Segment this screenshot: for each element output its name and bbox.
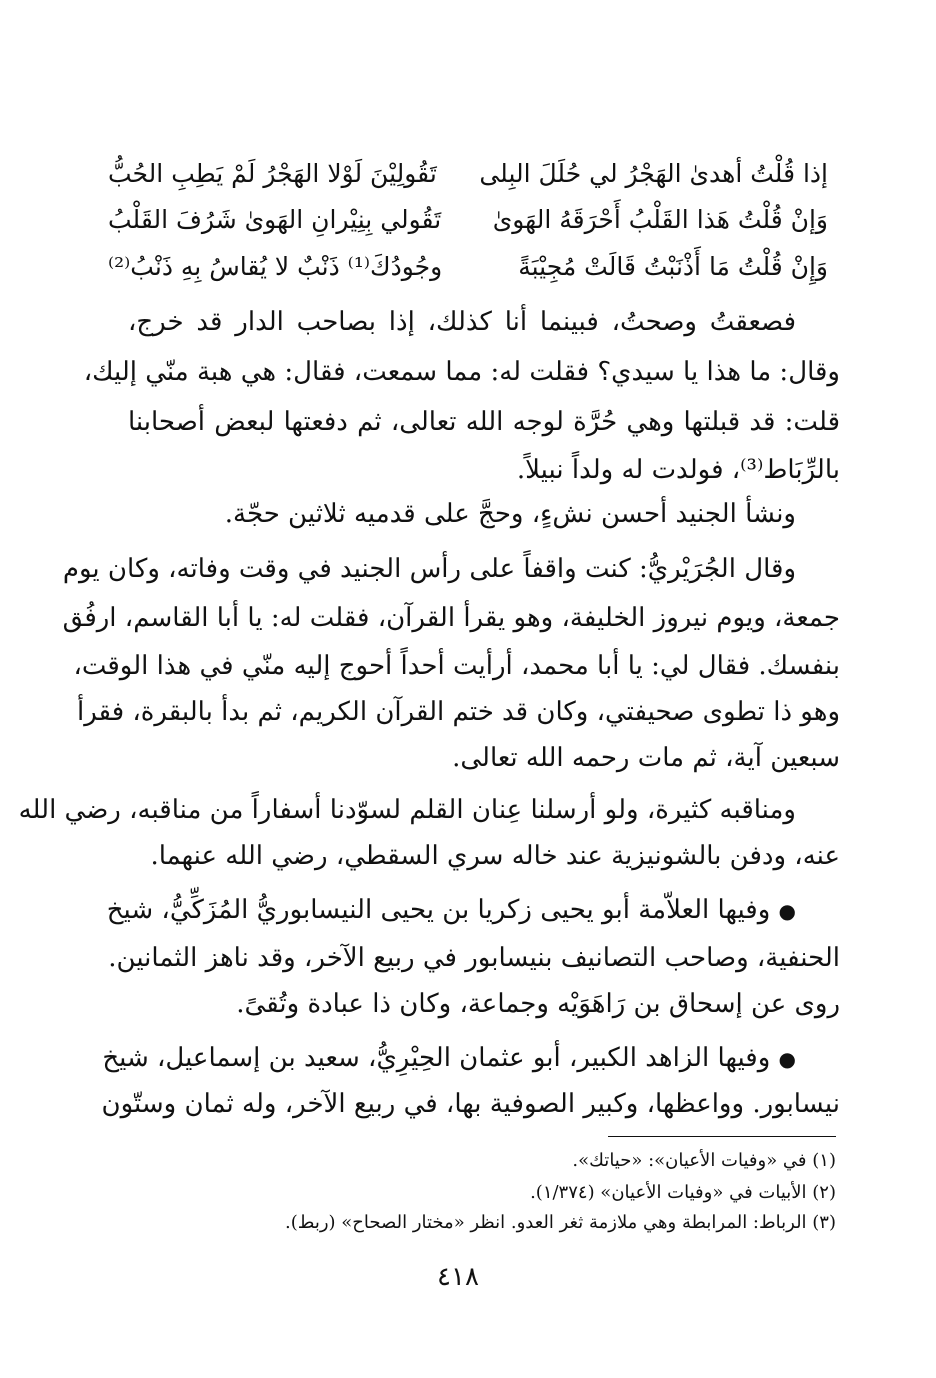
bullet-icon: ● — [778, 899, 796, 923]
body-line: ونشأ الجنيد أحسن نشءٍ، وحجَّ على قدميه ثلاثين حجّة. — [224, 499, 796, 529]
page-number: ٤١٨ — [437, 1262, 479, 1292]
body-line: قلت: قد قبلتها وهي حُرَّة لوجه الله تعالى، ثم دفعتها لبعض أصحابنا — [128, 407, 840, 437]
verse-first-hemistich: إذا قُلْتُ أهدىٰ الهَجْرُ لي حُلَلَ البِلى — [479, 159, 828, 188]
body-line: بنفسك. فقال لي: يا أبا محمد، أرأيت أحداً أحوج إليه منّي في هذا الوقت، — [73, 651, 840, 681]
body-line: وقال الجُرَيْريُّ: كنت واقفاً على رأس الجنيد في وقت وفاته، وكان يوم — [62, 554, 796, 584]
body-line: جمعة، ويوم نيروز الخليفة، وهو يقرأ القرآن، فقلت له: يا أبا القاسم، ارفُق — [62, 603, 840, 633]
footnote-3: (٣) الرباط: المرابطة وهي ملازمة ثغر العدو. انظر «مختار الصحاح» (ربط). — [285, 1212, 836, 1233]
body-line: روى عن إسحاق بن رَاهَوَيْه وجماعة، وكان ذا عبادة وتُقىً. — [236, 989, 840, 1019]
body-line: نيسابور. وواعظها، وكبير الصوفية بها، في ربيع الآخر، وله ثمان وستّون — [101, 1089, 840, 1119]
verse-second-hemistich: تَقُولي بِنِيْرانِ الهَوىٰ شَرُفَ القَلْبُ — [108, 205, 442, 234]
body-line: وهو ذا تطوى صحيفتي، وكان قد ختم القرآن الكريم، ثم بدأ بالبقرة، فقرأ — [76, 697, 840, 727]
body-line — [106, 884, 796, 937]
body-line: بالرِّبَاط⁽³⁾، فولدت له ولداً نبيلاً. — [516, 455, 840, 485]
verse-second-hemistich: وجُودُكَ⁽¹⁾ ذَنْبٌ لا يُقاسُ بِهِ ذَنْبُ⁽²⁾ — [108, 252, 443, 281]
poem-verse — [108, 196, 828, 244]
body-line-text: وفيها الزاهد الكبير، أبو عثمان الحِيْرِيُّ، سعيد بن إسماعيل، شيخ — [102, 1043, 771, 1073]
body-line: سبعين آية، ثم مات رحمه الله تعالى. — [452, 743, 840, 773]
footnote-1: (١) في «وفيات الأعيان»: «حياتك». — [572, 1150, 836, 1171]
body-line: الحنفية، وصاحب التصانيف بنيسابور في ربيع الآخر، وقد ناهز الثمانين. — [108, 943, 840, 973]
body-line: وقال: ما هذا يا سيدي؟ فقلت له: مما سمعت، فقال: هي هبة منّي إليك، — [83, 357, 840, 387]
body-line: فصعقتُ وصحتُ، فبينما أنا كذلك، إذا بصاحب الدار قد خرج، — [128, 307, 797, 337]
verse-first-hemistich: وَإنْ قُلْتُ هَذا القَلْبُ أَحْرَقَهُ الهَوىٰ — [492, 205, 828, 234]
body-line: عنه، ودفن بالشونيزية عند خاله سري السقطي، رضي الله عنهما. — [150, 841, 840, 871]
verse-first-hemistich: وَإِنْ قُلْتُ مَا أَذْنَبْتُ قَالَتْ مُجِيْبَةً — [518, 252, 828, 281]
bullet-icon: ● — [778, 1047, 796, 1071]
poem-verse — [108, 243, 828, 291]
body-line: ومناقبه كثيرة، ولو أرسلنا عِنان القلم لسوّدنا أسفاراً من مناقبه، رضي الله — [18, 795, 796, 825]
body-line-text: وفيها العلاّمة أبو يحيى زكريا بن يحيى النيسابوريُّ المُزَكِّيُّ، شيخ — [106, 895, 771, 925]
footnote-2: (٢) الأبيات في «وفيات الأعيان» (١/٣٧٤). — [530, 1182, 836, 1203]
verse-second-hemistich: تَقُولِيْنَ لَوْلا الهَجْرُ لَمْ يَطِبِ الحُبُّ — [108, 159, 437, 188]
footnote-divider — [608, 1136, 836, 1137]
poem-verse — [108, 150, 828, 198]
